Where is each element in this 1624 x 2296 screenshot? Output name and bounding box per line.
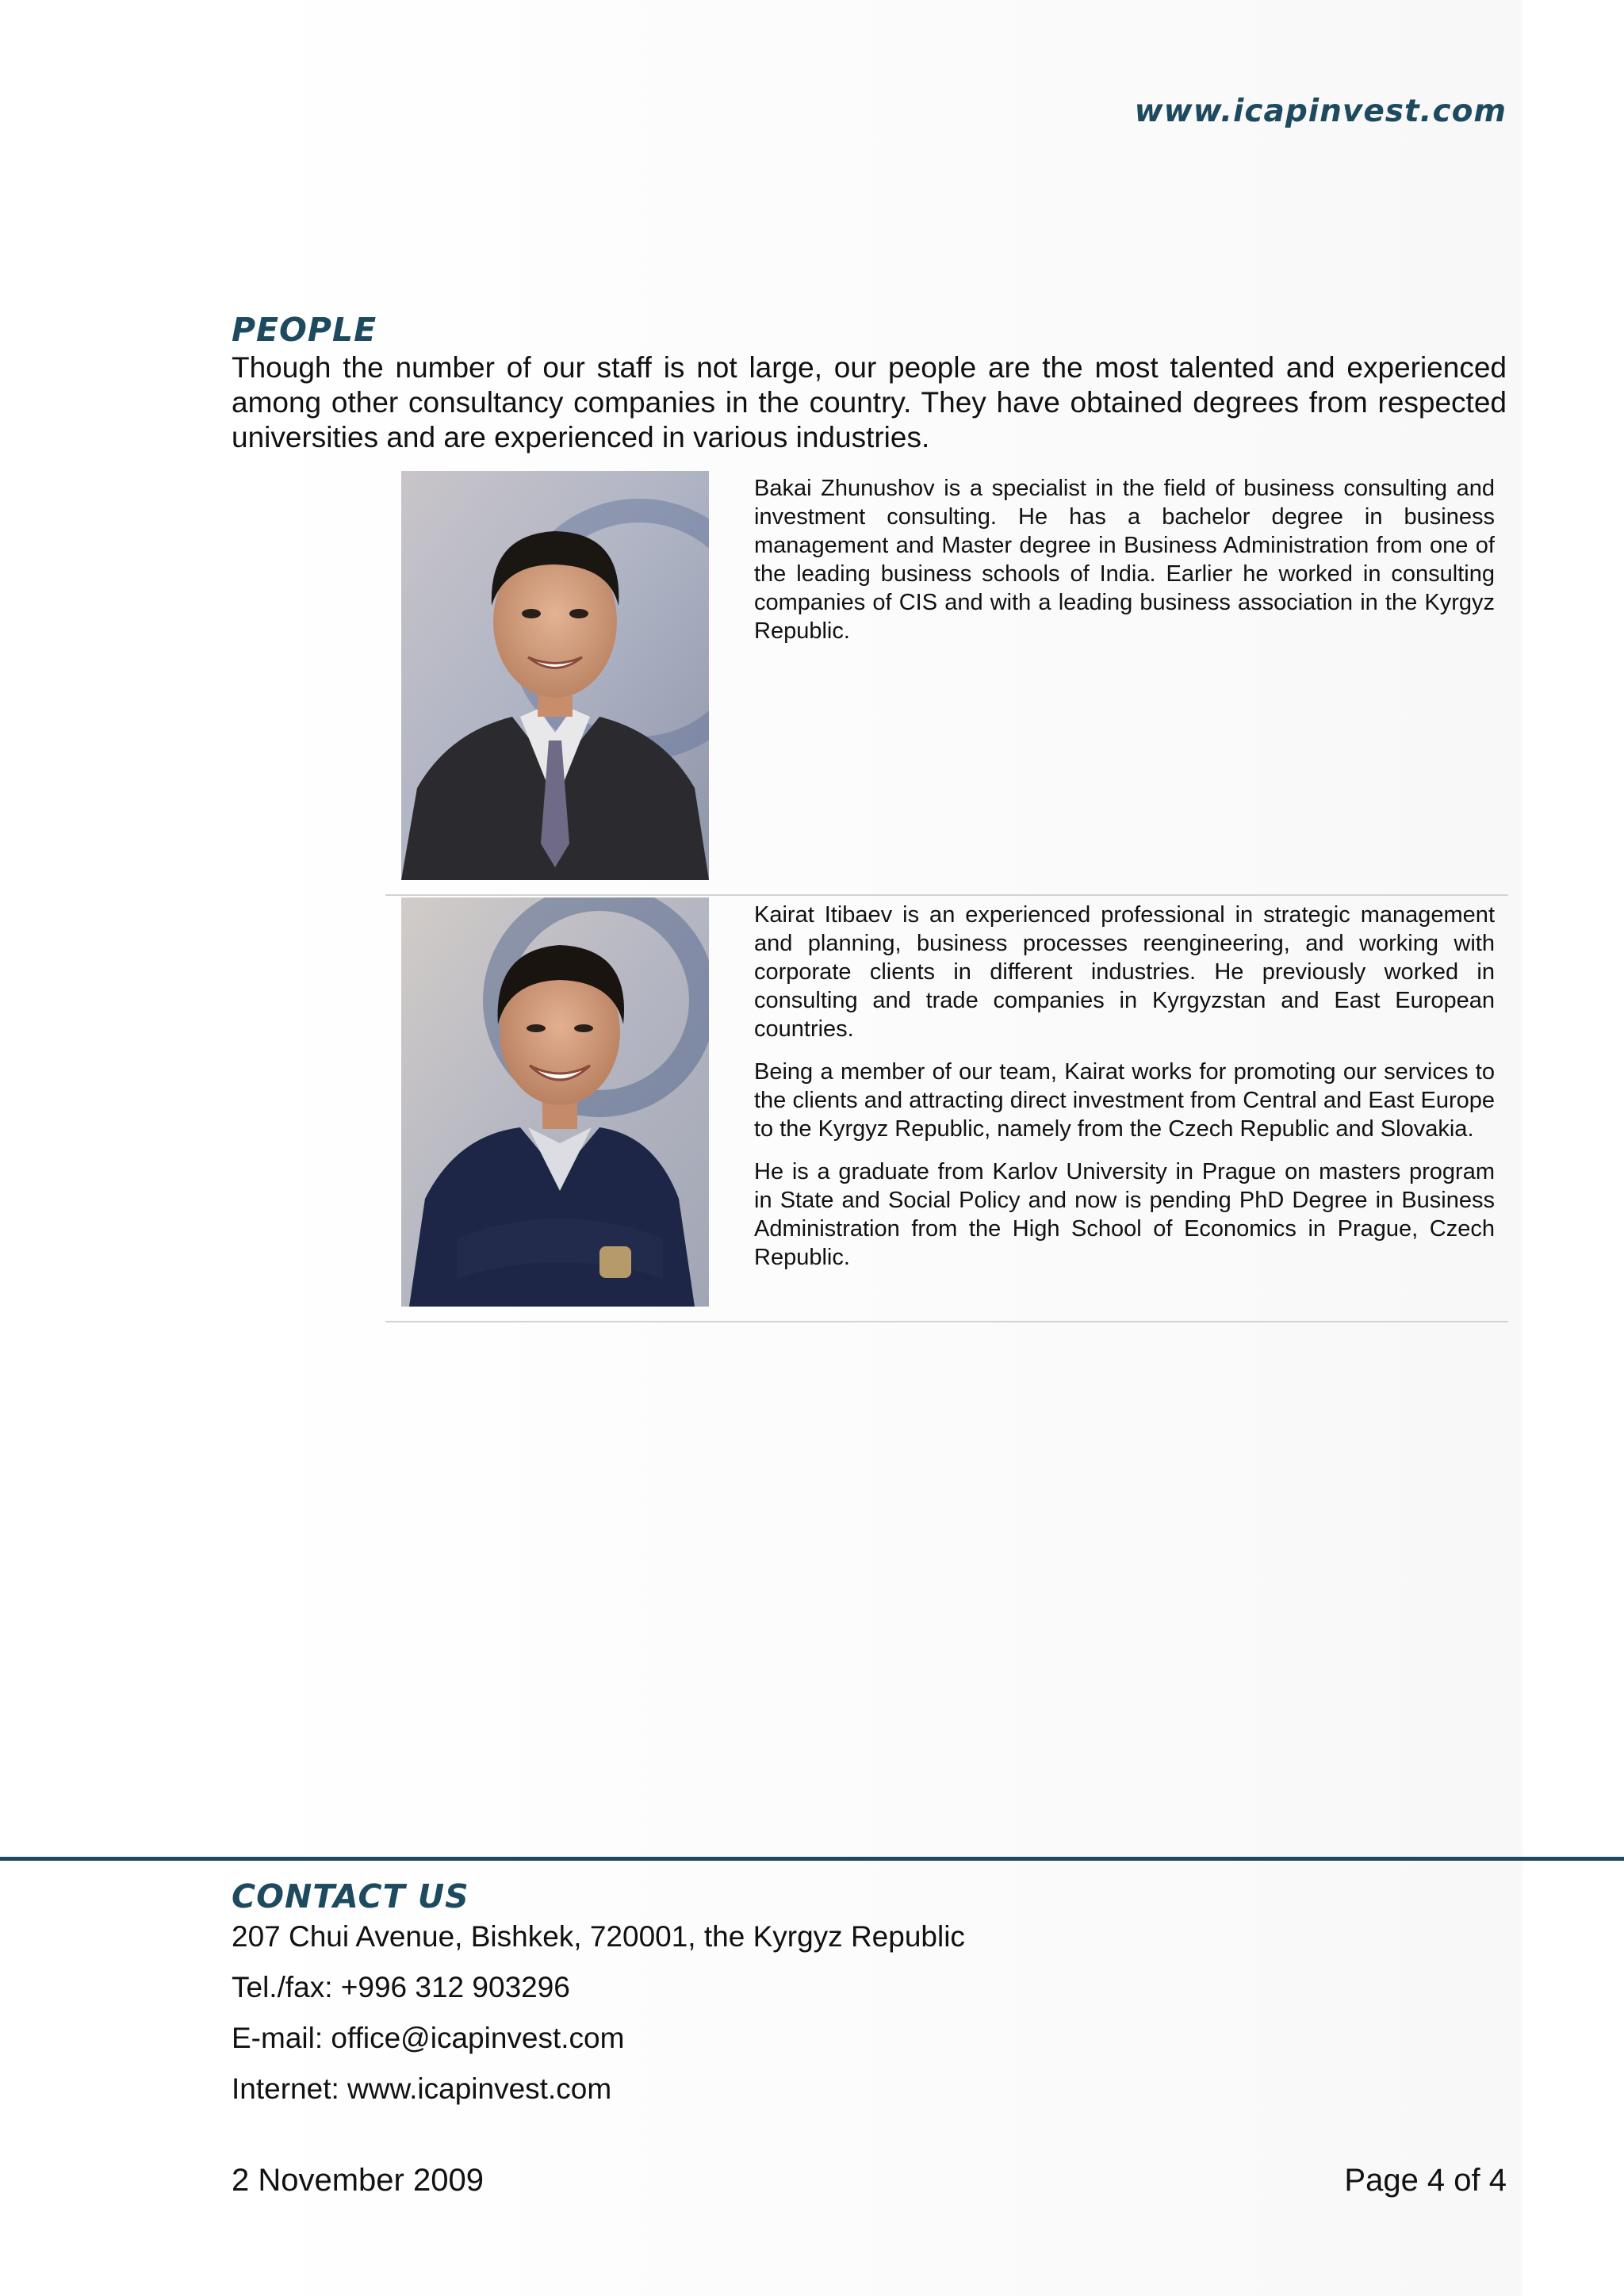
bio-paragraph: Kairat Itibaev is an experienced professional in strategic management and planning, business processes reengineering, and working with corporate clients in different industries. He previously worked in consulting and trade companies in Kyrgyzstan and East European countries. xyxy=(754,902,1495,1042)
bio-paragraph: He is a graduate from Karlov University in Prague on masters program in State and Social Policy and now is pending PhD Degree in Business Administration from the High School of Economics in Prague, Czech Republic. xyxy=(754,1159,1495,1270)
header-website-url[interactable]: www.icapinvest.com xyxy=(1134,94,1507,129)
profiles-table xyxy=(385,469,1508,1322)
profile-row-kairat xyxy=(385,896,1508,1322)
profile-row-bakai xyxy=(385,469,1508,896)
profile-bio-kairat xyxy=(754,901,1495,1272)
profile-photo-bakai xyxy=(401,471,709,880)
footer-date: 2 November 2009 xyxy=(232,2163,484,2198)
contact-heading: CONTACT US xyxy=(232,1877,469,1915)
footer-divider xyxy=(0,1857,1624,1861)
bio-paragraph: Bakai Zhunushov is a specialist in the field of business consulting and investment consulting. He has a bachelor degree in business management and Master degree in Business Administration from one of the leading business schools of India. Earlier he worked in consulting companies of CIS and with a leading business association in the Kyrgyz Republic. xyxy=(754,476,1495,644)
profile-photo-kairat xyxy=(401,897,709,1307)
people-heading: PEOPLE xyxy=(232,311,377,349)
people-intro: Though the number of our staff is not large, our people are the most talented and experienced among other consultancy companies in the country. They have obtained degrees from respected universities and are experienced in various industries. xyxy=(232,351,1507,453)
contact-internet[interactable]: Internet: www.icapinvest.com xyxy=(232,2072,612,2105)
bio-paragraph: Being a member of our team, Kairat works for promoting our services to the clients and attracting direct investment from Central and East Europe to the Kyrgyz Republic, namely from the Czech Republic and Slovakia. xyxy=(754,1059,1495,1142)
contact-address: 207 Chui Avenue, Bishkek, 720001, the Kyrgyz Republic xyxy=(232,1920,965,1953)
contact-email[interactable]: E-mail: office@icapinvest.com xyxy=(232,2022,625,2054)
profile-bio-bakai xyxy=(754,474,1495,645)
contact-phone: Tel./fax: +996 312 903296 xyxy=(232,1971,570,2003)
footer-page-number: Page 4 of 4 xyxy=(1344,2163,1507,2198)
